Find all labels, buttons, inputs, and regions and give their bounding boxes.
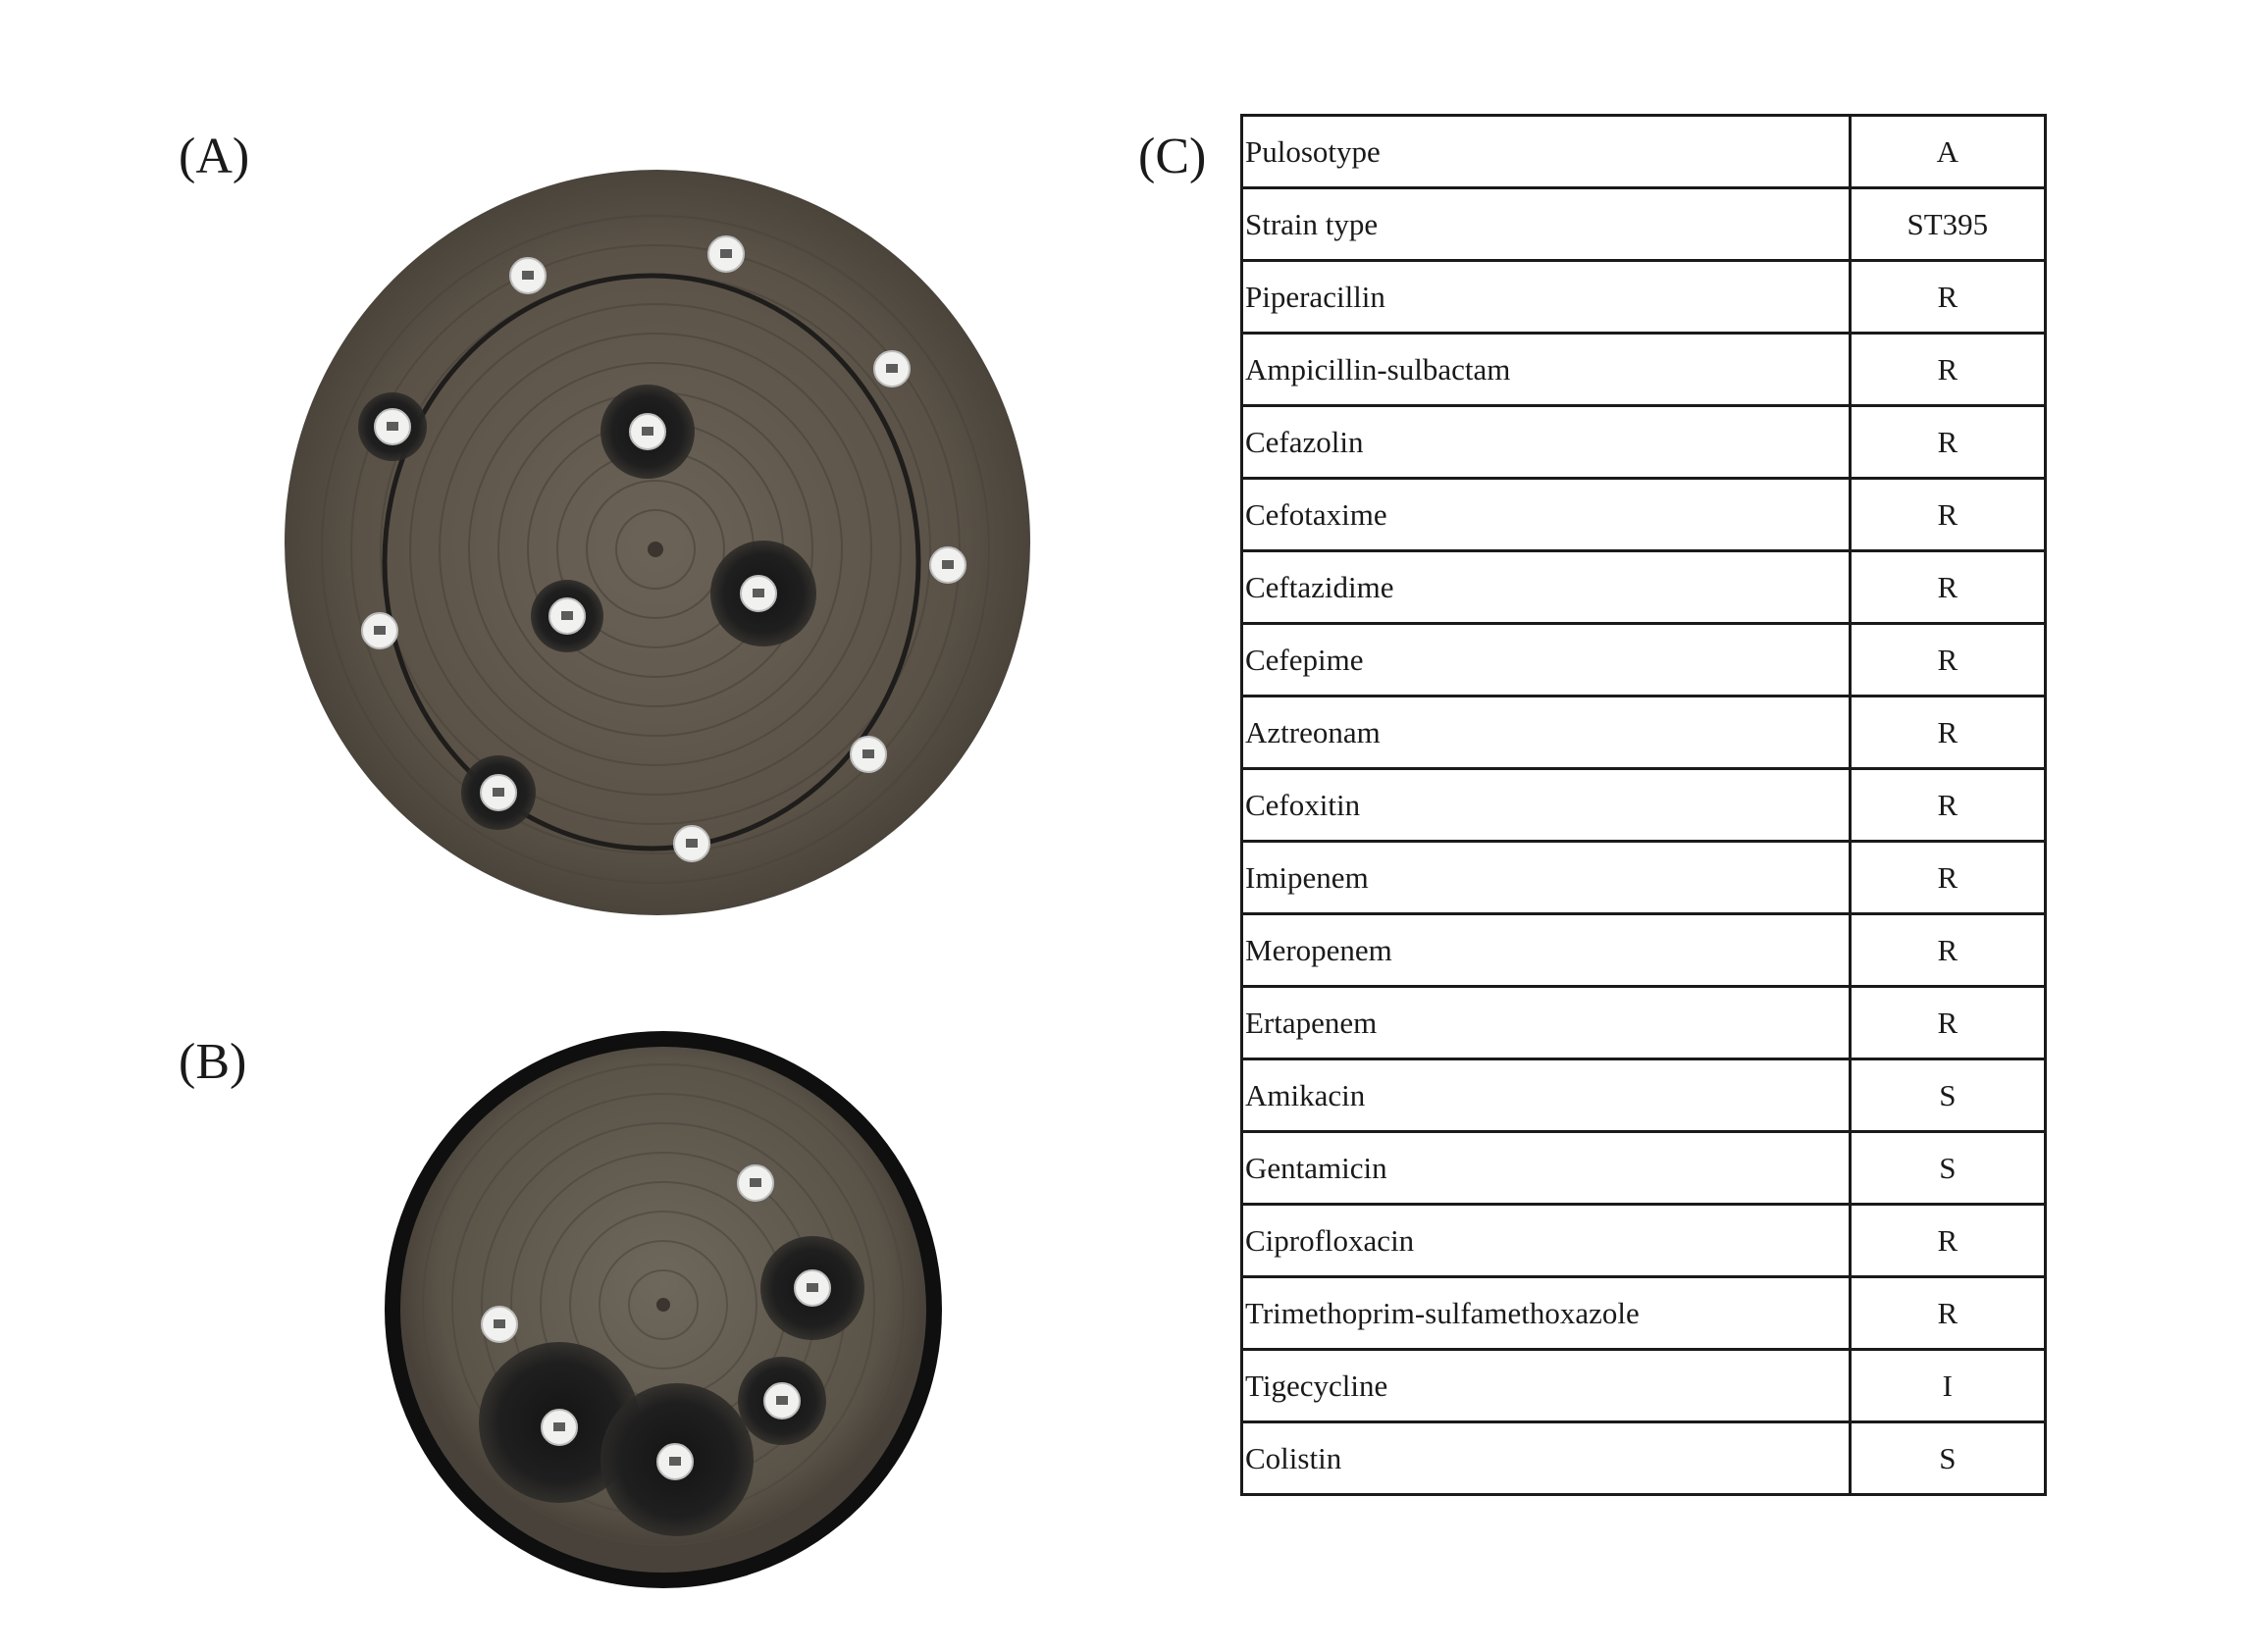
antibiotic-name-cell: Ceftazidime bbox=[1242, 551, 1851, 624]
table-row bbox=[1242, 1350, 2046, 1422]
result-value-cell: R bbox=[1850, 406, 2045, 479]
table-row bbox=[1242, 987, 2046, 1059]
result-value-cell: S bbox=[1850, 1059, 2045, 1132]
susceptibility-table-body bbox=[1242, 116, 2046, 1495]
antibiotic-name-cell: Trimethoprim-sulfamethoxazole bbox=[1242, 1277, 1851, 1350]
result-value-cell: R bbox=[1850, 261, 2045, 334]
antibiotic-name-cell: Ampicillin-sulbactam bbox=[1242, 334, 1851, 406]
result-value-cell: R bbox=[1850, 624, 2045, 697]
susceptibility-table bbox=[1240, 114, 2047, 1496]
antibiotic-name-cell: Cefoxitin bbox=[1242, 769, 1851, 842]
antibiotic-name-cell: Strain type bbox=[1242, 188, 1851, 261]
antibiotic-name-cell: Tigecycline bbox=[1242, 1350, 1851, 1422]
table-row bbox=[1242, 479, 2046, 551]
result-value-cell: R bbox=[1850, 334, 2045, 406]
table-row bbox=[1242, 1132, 2046, 1205]
table-row bbox=[1242, 769, 2046, 842]
table-row bbox=[1242, 624, 2046, 697]
table-row bbox=[1242, 551, 2046, 624]
table-row bbox=[1242, 1059, 2046, 1132]
result-value-cell: S bbox=[1850, 1132, 2045, 1205]
antibiotic-name-cell: Pulosotype bbox=[1242, 116, 1851, 188]
result-value-cell: R bbox=[1850, 551, 2045, 624]
plate-b bbox=[385, 1031, 942, 1588]
antibiotic-name-cell: Cefotaxime bbox=[1242, 479, 1851, 551]
panel-label-a: (A) bbox=[179, 129, 250, 184]
panel-label-b: (B) bbox=[179, 1034, 247, 1090]
result-value-cell: R bbox=[1850, 914, 2045, 987]
table-row bbox=[1242, 1205, 2046, 1277]
result-value-cell: R bbox=[1850, 1205, 2045, 1277]
plate-b-center-mark bbox=[656, 1298, 670, 1312]
plate-a bbox=[285, 170, 1030, 915]
antibiotic-name-cell: Aztreonam bbox=[1242, 697, 1851, 769]
antibiotic-name-cell: Colistin bbox=[1242, 1422, 1851, 1495]
antibiotic-name-cell: Gentamicin bbox=[1242, 1132, 1851, 1205]
antibiotic-name-cell: Cefazolin bbox=[1242, 406, 1851, 479]
antibiotic-name-cell: Ciprofloxacin bbox=[1242, 1205, 1851, 1277]
result-value-cell: A bbox=[1850, 116, 2045, 188]
result-value-cell: ST395 bbox=[1850, 188, 2045, 261]
plate-a-center-mark bbox=[648, 542, 663, 557]
table-row bbox=[1242, 188, 2046, 261]
table-row bbox=[1242, 261, 2046, 334]
antibiotic-name-cell: Imipenem bbox=[1242, 842, 1851, 914]
result-value-cell: I bbox=[1850, 1350, 2045, 1422]
result-value-cell: R bbox=[1850, 769, 2045, 842]
table-row bbox=[1242, 1422, 2046, 1495]
table-row bbox=[1242, 697, 2046, 769]
panel-label-c: (C) bbox=[1138, 129, 1207, 184]
antibiotic-name-cell: Cefepime bbox=[1242, 624, 1851, 697]
table-row bbox=[1242, 1277, 2046, 1350]
table-row bbox=[1242, 842, 2046, 914]
result-value-cell: R bbox=[1850, 842, 2045, 914]
result-value-cell: R bbox=[1850, 1277, 2045, 1350]
result-value-cell: S bbox=[1850, 1422, 2045, 1495]
antibiotic-name-cell: Ertapenem bbox=[1242, 987, 1851, 1059]
table-row bbox=[1242, 116, 2046, 188]
result-value-cell: R bbox=[1850, 479, 2045, 551]
table-row bbox=[1242, 406, 2046, 479]
table-row bbox=[1242, 914, 2046, 987]
table-row bbox=[1242, 334, 2046, 406]
antibiotic-name-cell: Meropenem bbox=[1242, 914, 1851, 987]
antibiotic-name-cell: Piperacillin bbox=[1242, 261, 1851, 334]
result-value-cell: R bbox=[1850, 987, 2045, 1059]
result-value-cell: R bbox=[1850, 697, 2045, 769]
antibiotic-name-cell: Amikacin bbox=[1242, 1059, 1851, 1132]
